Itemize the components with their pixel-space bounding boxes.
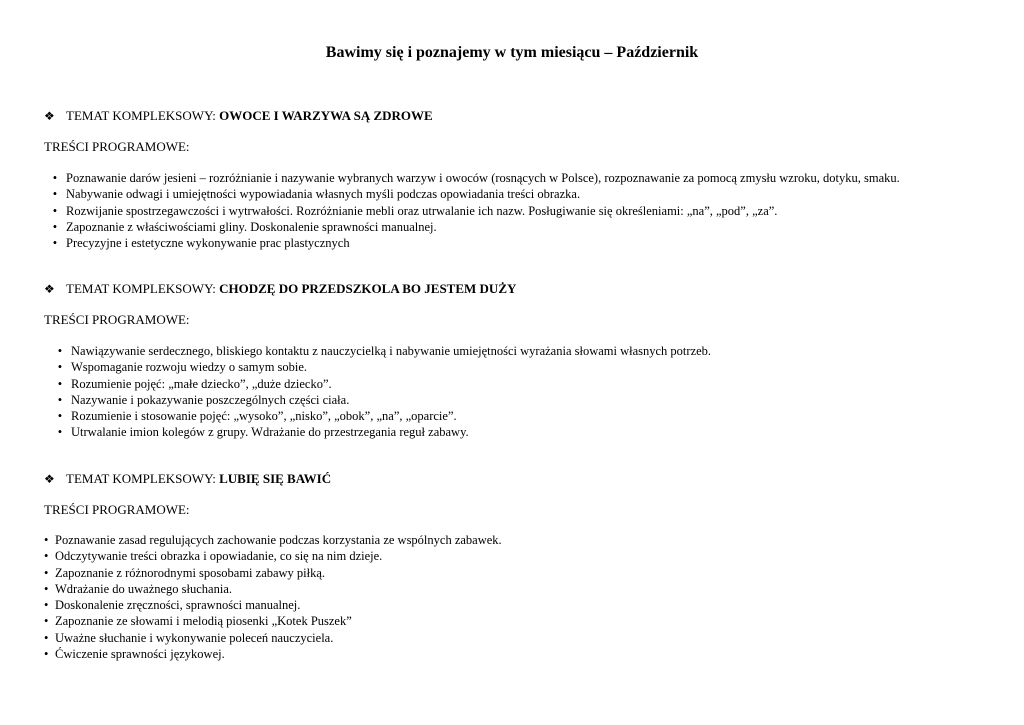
list-item: • Doskonalenie zręczności, sprawności manualnej.	[44, 598, 301, 613]
list-item: • Poznawanie zasad regulujących zachowanie podczas korzystania ze wspólnych zabawek.	[44, 533, 502, 547]
diamond-bullet-icon: ❖	[44, 471, 55, 486]
list-item: • Nawiązywanie serdecznego, bliskiego kontaktu z nauczycielką i nabywanie umiejętności wyrażania słowami własnych potrzeb.	[57, 344, 712, 358]
list-item: • Ćwiczenie sprawności językowej.	[44, 647, 225, 662]
section-3-subheading: TREŚCI PROGRAMOWE:	[44, 502, 190, 517]
list-item: • Nazywanie i pokazywanie poszczególnych części ciała.	[57, 392, 350, 407]
section-3-label: TEMAT KOMPLEKSOWY:	[66, 471, 216, 486]
section-1-list	[44, 170, 900, 251]
section-3-topic: LUBIĘ SIĘ BAWIĆ	[219, 471, 332, 486]
section-2-subheading: TREŚCI PROGRAMOWE:	[44, 312, 190, 327]
section-1-heading	[44, 108, 433, 124]
list-item: • Odczytywanie treści obrazka i opowiadanie, co się na nim dzieje.	[44, 549, 383, 564]
diamond-bullet-icon: ❖	[44, 281, 55, 296]
section-3-heading	[44, 471, 331, 487]
diamond-bullet-icon: ❖	[44, 108, 55, 123]
section-2-label: TEMAT KOMPLEKSOWY:	[66, 281, 216, 296]
list-item: • Rozwijanie spostrzegawczości i wytrwałości. Rozróżnianie mebli oraz utrwalanie ich nazw. Posługiwanie się określeniami: „na”, „pod”, „za”.	[52, 203, 778, 218]
page-title: Bawimy się i poznajemy w tym miesiącu – Październik	[325, 44, 699, 61]
section-3-list	[44, 532, 502, 662]
list-item: • Poznawanie darów jesieni – rozróżnianie i nazywanie wybranych warzyw i owoców (rosnących w Polsce), rozpoznawanie za pomocą zmysłu wzroku, dotyku, smaku.	[52, 171, 900, 185]
list-item: • Precyzyjne i estetyczne wykonywanie prac plastycznych	[52, 236, 350, 251]
list-item: • Rozumienie pojęć: „małe dziecko”, „duże dziecko”.	[57, 376, 332, 391]
section-1-subheading: TREŚCI PROGRAMOWE:	[44, 139, 190, 154]
section-2-topic: CHODZĘ DO PRZEDSZKOLA BO JESTEM DUŻY	[219, 281, 517, 296]
section-2-heading	[44, 281, 516, 297]
list-item: • Zapoznanie z właściwościami gliny. Doskonalenie sprawności manualnej.	[52, 219, 437, 234]
section-1-topic: OWOCE I WARZYWA SĄ ZDROWE	[219, 108, 433, 123]
list-item: • Rozumienie i stosowanie pojęć: „wysoko”, „nisko”, „obok”, „na”, „oparcie”.	[57, 409, 457, 424]
list-item: • Wdrażanie do uważnego słuchania.	[44, 581, 233, 596]
list-item: • Uważne słuchanie i wykonywanie poleceń nauczyciela.	[44, 630, 334, 645]
list-item: • Nabywanie odwagi i umiejętności wypowiadania własnych myśli podczas opowiadania treści obrazka.	[52, 187, 581, 202]
section-2-list	[49, 343, 711, 441]
list-item: • Wspomaganie rozwoju wiedzy o samym sobie.	[57, 360, 308, 375]
list-item: • Zapoznanie ze słowami i melodią piosenki „Kotek Puszek”	[44, 614, 352, 629]
list-item: • Utrwalanie imion kolegów z grupy. Wdrażanie do przestrzegania reguł zabawy.	[57, 425, 469, 440]
list-item: • Zapoznanie z różnorodnymi sposobami zabawy piłką.	[44, 565, 326, 580]
section-1-label: TEMAT KOMPLEKSOWY:	[66, 108, 216, 123]
